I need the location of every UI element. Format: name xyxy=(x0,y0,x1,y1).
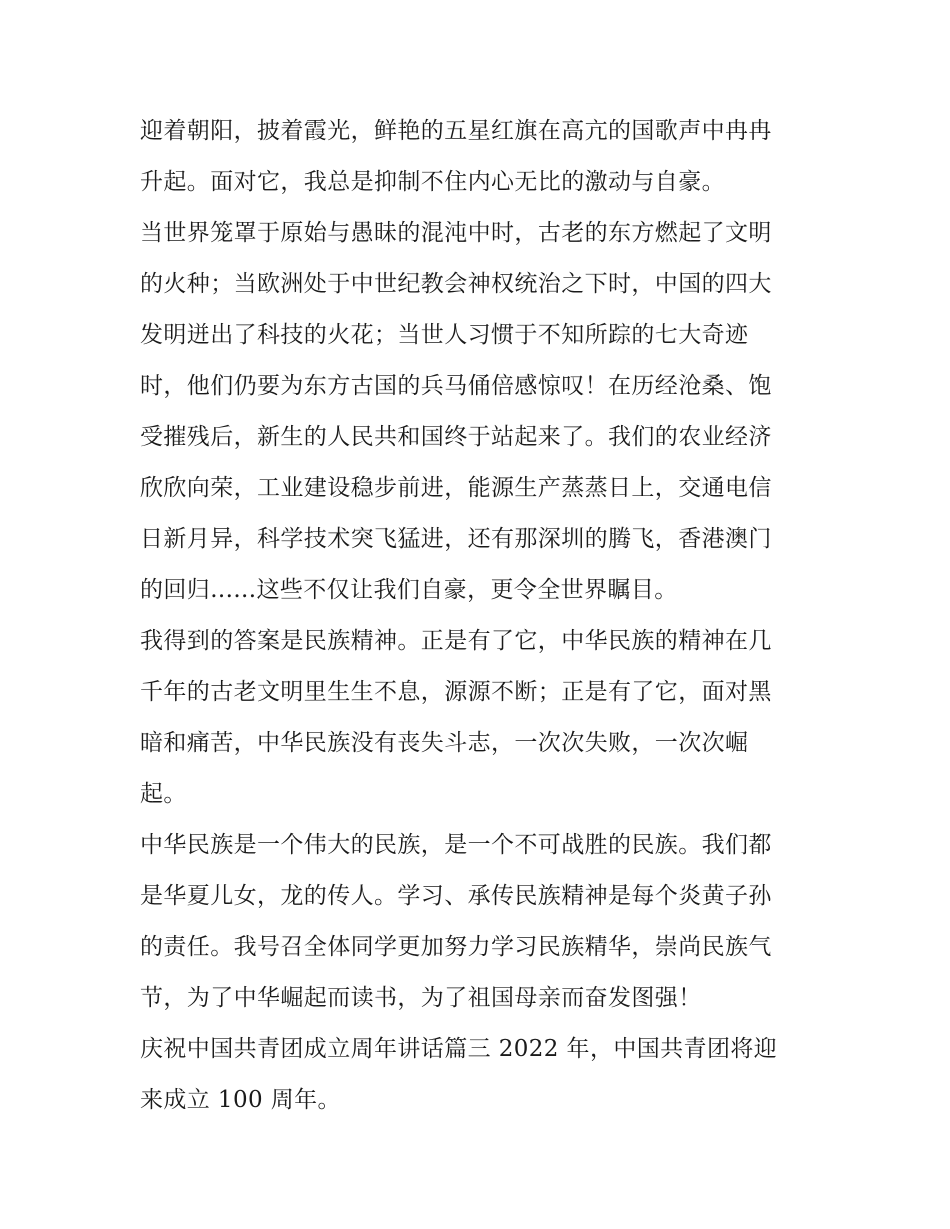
text-line: 是华夏儿女，龙的传人。学习、承传民族精神是每个炎黄子孙 xyxy=(140,883,772,909)
text-line: 千年的古老文明里生生不息，源源不断；正是有了它，面对黑 xyxy=(140,679,772,705)
text-line: 的责任。我号召全体同学更加努力学习民族精华，崇尚民族气 xyxy=(140,934,772,960)
text-line: 来成立 100 周年。 xyxy=(140,1087,341,1113)
text-line: 当世界笼罩于原始与愚昧的混沌中时，古老的东方燃起了文明 xyxy=(140,220,772,246)
text-line: 升起。面对它，我总是抑制不住内心无比的激动与自豪。 xyxy=(140,169,725,195)
text-line: 迎着朝阳，披着霞光，鲜艳的五星红旗在高亢的国歌声中冉冉 xyxy=(140,118,772,144)
text-line: 中华民族是一个伟大的民族，是一个不可战胜的民族。我们都 xyxy=(140,832,772,858)
text-line: 的回归......这些不仅让我们自豪，更令全世界瞩目。 xyxy=(140,577,678,603)
text-line: 我得到的答案是民族精神。正是有了它，中华民族的精神在几 xyxy=(140,628,772,654)
text-line: 节，为了中华崛起而读书，为了祖国母亲而奋发图强！ xyxy=(140,985,702,1011)
text-line: 受摧残后，新生的人民共和国终于站起来了。我们的农业经济 xyxy=(140,424,772,450)
text-line: 发明迸出了科技的火花；当世人习惯于不知所踪的七大奇迹 xyxy=(140,322,749,348)
text-line: 时，他们仍要为东方古国的兵马俑倍感惊叹！在历经沧桑、饱 xyxy=(140,373,772,399)
text-line: 日新月异，科学技术突飞猛进，还有那深圳的腾飞，香港澳门 xyxy=(140,526,772,552)
text-line: 的火种；当欧洲处于中世纪教会神权统治之下时，中国的四大 xyxy=(140,271,772,297)
text-line: 欣欣向荣，工业建设稳步前进，能源生产蒸蒸日上，交通电信 xyxy=(140,475,772,501)
text-line: 暗和痛苦，中华民族没有丧失斗志，一次次失败，一次次崛 xyxy=(140,730,749,756)
text-line: 庆祝中国共青团成立周年讲话篇三 2022 年，中国共青团将迎 xyxy=(140,1036,778,1062)
document-body xyxy=(140,106,812,1126)
text-line: 起。 xyxy=(140,781,187,807)
